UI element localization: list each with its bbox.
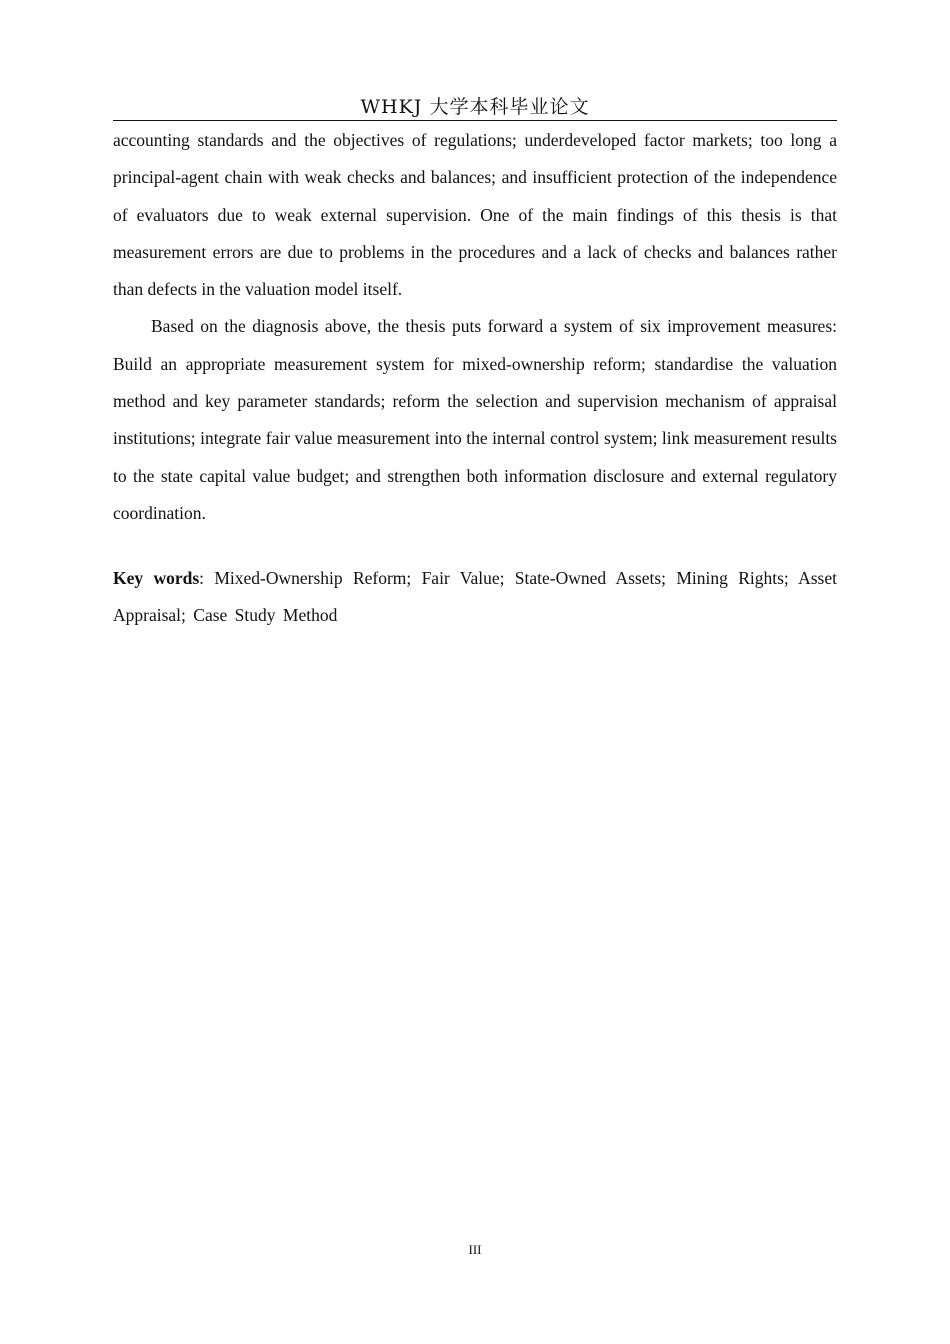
keywords-separator: :	[199, 568, 205, 588]
abstract-paragraph-continued: accounting standards and the objectives of regulations; underdeveloped factor markets; too long a principal-agent chain with weak checks and balances; and insufficient protection of the independence of evaluators due to weak external supervision. One of the main findings of this thesis is that measurement errors are due to problems in the procedures and a lack of checks and balances rather than defects in the valuation model itself.	[113, 130, 837, 300]
running-header: WHKJ 大学本科毕业论文	[360, 96, 590, 118]
keywords-text: Mixed-Ownership Reform; Fair Value; State-Owned Assets; Mining Rights; Asset Appraisal; Case Study Method	[113, 568, 837, 626]
abstract-paragraph: Based on the diagnosis above, the thesis puts forward a system of six improvement measures: Build an appropriate measurement system for mixed-ownership reform; standardise the valuation method and key parameter standards; reform the selection and supervision mechanism of appraisal institutions; integrate fair value measurement into the internal control system; link measurement results to the state capital value budget; and strengthen both information disclosure and external regulatory coordination.	[113, 316, 837, 523]
header-rule	[113, 120, 837, 121]
abstract-body	[113, 122, 837, 532]
keywords-label: Key words	[113, 568, 200, 588]
keywords-line	[113, 560, 837, 635]
page-number: III	[468, 1242, 482, 1257]
